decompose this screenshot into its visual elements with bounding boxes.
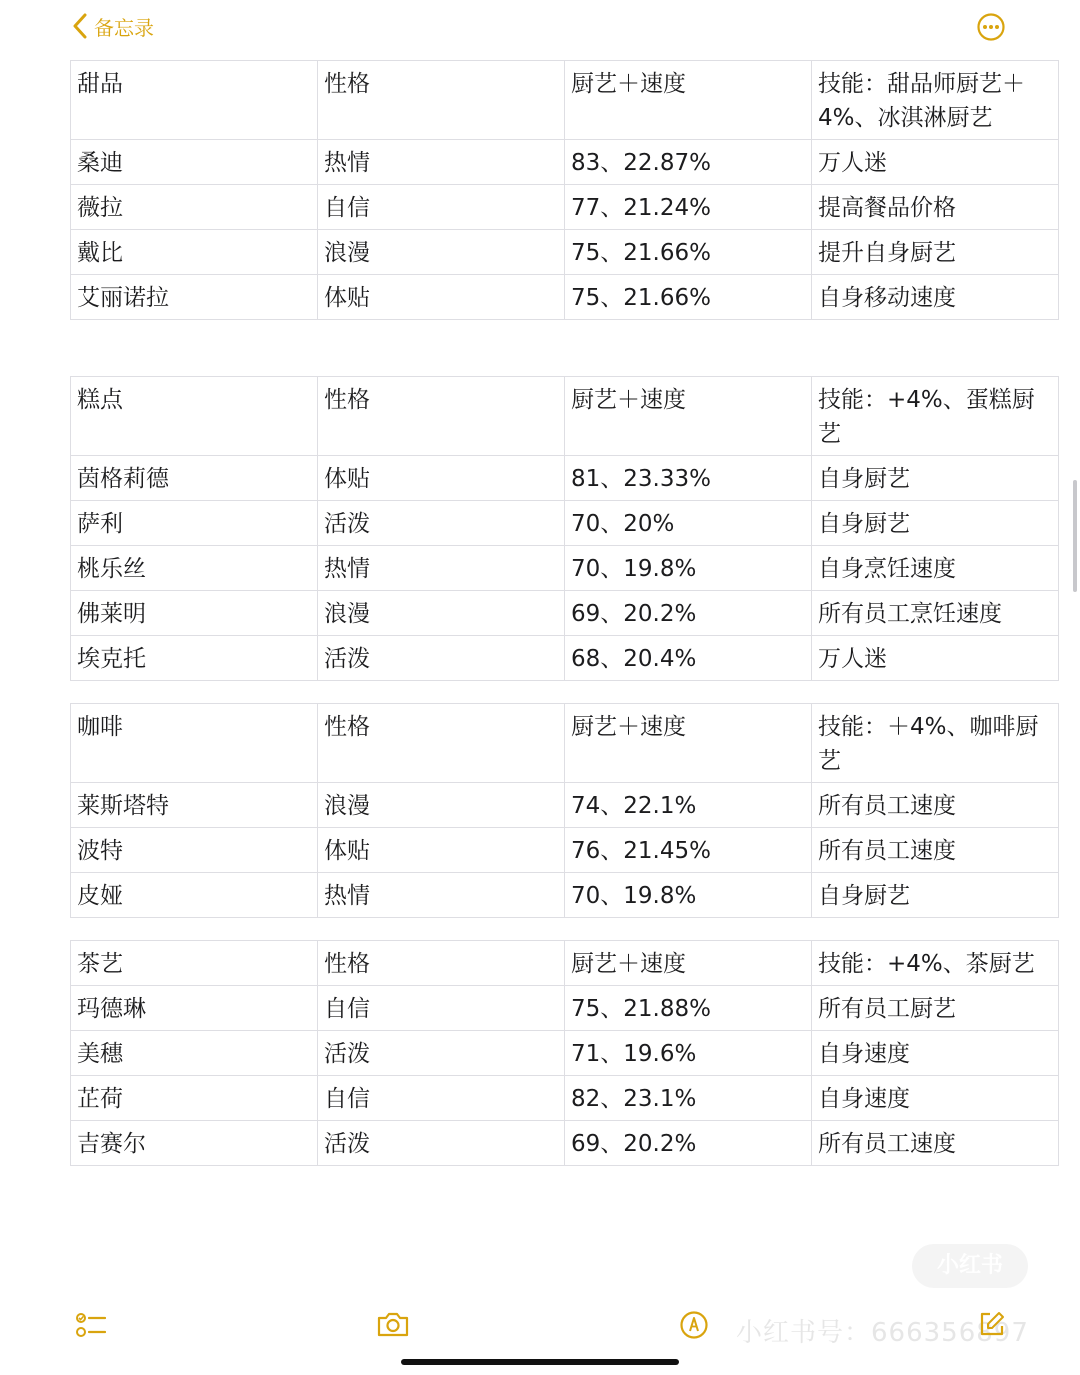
- table-cell: 万人迷: [812, 140, 1059, 185]
- table-cell: 自身速度: [812, 1076, 1059, 1121]
- camera-button[interactable]: [376, 1310, 410, 1342]
- header-cell: 厨艺＋速度: [565, 377, 812, 456]
- table-cell: 活泼: [318, 1121, 565, 1166]
- table-cell: 桑迪: [71, 140, 318, 185]
- table-cell: 自身烹饪速度: [812, 546, 1059, 591]
- table-cell: 波特: [71, 828, 318, 873]
- table-cell: 自身厨艺: [812, 873, 1059, 918]
- ellipsis-circle-icon: [976, 27, 1006, 46]
- table-cell: 体贴: [318, 456, 565, 501]
- table-cell: 玛德琳: [71, 986, 318, 1031]
- table-cell: 美穗: [71, 1031, 318, 1076]
- table-cell: 69、20.2%: [565, 591, 812, 636]
- table-cell: 莱斯塔特: [71, 783, 318, 828]
- table-cell: 浪漫: [318, 783, 565, 828]
- header-cell: 甜品: [71, 61, 318, 140]
- table-cell: 68、20.4%: [565, 636, 812, 681]
- table-header-row: [71, 61, 1059, 140]
- table-cell: 76、21.45%: [565, 828, 812, 873]
- table-cell: 佛莱明: [71, 591, 318, 636]
- table-header-row: [71, 704, 1059, 783]
- table-cell: 活泼: [318, 636, 565, 681]
- table-cell: 所有员工速度: [812, 783, 1059, 828]
- table-cell: 所有员工烹饪速度: [812, 591, 1059, 636]
- table-cell: 薇拉: [71, 185, 318, 230]
- table-cell: 皮娅: [71, 873, 318, 918]
- table-cell: 75、21.66%: [565, 230, 812, 275]
- note-body[interactable]: [70, 60, 1039, 1166]
- coffee-table: [70, 703, 1059, 918]
- scroll-indicator[interactable]: [1073, 480, 1077, 592]
- header-cell: 技能：甜品师厨艺＋4%、冰淇淋厨艺: [812, 61, 1059, 140]
- table-row: [71, 1076, 1059, 1121]
- dessert-table: [70, 60, 1059, 320]
- table-row: [71, 1031, 1059, 1076]
- table-cell: 万人迷: [812, 636, 1059, 681]
- header-cell: 性格: [318, 704, 565, 783]
- checklist-button[interactable]: [76, 1312, 106, 1344]
- table-gap: [70, 681, 1010, 703]
- table-row: [71, 275, 1059, 320]
- table-gap: [70, 918, 1010, 940]
- table-cell: 体贴: [318, 828, 565, 873]
- table-cell: 自身厨艺: [812, 456, 1059, 501]
- blank-line: [70, 320, 1010, 376]
- compose-button[interactable]: [978, 1310, 1006, 1342]
- header-cell: 性格: [318, 61, 565, 140]
- table-cell: 萨利: [71, 501, 318, 546]
- table-cell: 自身速度: [812, 1031, 1059, 1076]
- header-cell: 性格: [318, 377, 565, 456]
- header-cell: 咖啡: [71, 704, 318, 783]
- table-cell: 芷荷: [71, 1076, 318, 1121]
- table-cell: 69、20.2%: [565, 1121, 812, 1166]
- table-cell: 艾丽诺拉: [71, 275, 318, 320]
- pastry-table: [70, 376, 1059, 681]
- back-button[interactable]: [72, 10, 154, 42]
- table-row: [71, 828, 1059, 873]
- header-cell: 性格: [318, 941, 565, 986]
- table-cell: 自信: [318, 986, 565, 1031]
- table-cell: 吉赛尔: [71, 1121, 318, 1166]
- camera-icon: [376, 1323, 410, 1342]
- table-cell: 自信: [318, 185, 565, 230]
- table-cell: 埃克托: [71, 636, 318, 681]
- header-cell: 茶艺: [71, 941, 318, 986]
- table-row: [71, 1121, 1059, 1166]
- header-cell: 技能：＋4%、咖啡厨艺: [812, 704, 1059, 783]
- table-cell: 热情: [318, 140, 565, 185]
- table-cell: 70、19.8%: [565, 546, 812, 591]
- table-cell: 74、22.1%: [565, 783, 812, 828]
- table-cell: 提高餐品价格: [812, 185, 1059, 230]
- table-row: [71, 140, 1059, 185]
- table-cell: 71、19.6%: [565, 1031, 812, 1076]
- checklist-icon: [76, 1325, 106, 1344]
- table-cell: 桃乐丝: [71, 546, 318, 591]
- table-row: [71, 546, 1059, 591]
- navigation-bar: [0, 0, 1080, 56]
- table-cell: 戴比: [71, 230, 318, 275]
- table-cell: 活泼: [318, 501, 565, 546]
- table-cell: 提升自身厨艺: [812, 230, 1059, 275]
- header-cell: 厨艺＋速度: [565, 61, 812, 140]
- table-cell: 75、21.66%: [565, 275, 812, 320]
- table-cell: 所有员工速度: [812, 828, 1059, 873]
- bottom-toolbar: [0, 1300, 1080, 1360]
- table-row: [71, 986, 1059, 1031]
- table-cell: 70、19.8%: [565, 873, 812, 918]
- table-row: [71, 873, 1059, 918]
- home-indicator[interactable]: [401, 1359, 679, 1365]
- header-cell: 糕点: [71, 377, 318, 456]
- table-row: [71, 456, 1059, 501]
- table-cell: 活泼: [318, 1031, 565, 1076]
- table-cell: 自信: [318, 1076, 565, 1121]
- table-row: [71, 501, 1059, 546]
- watermark-logo: 小红书: [912, 1244, 1028, 1288]
- table-header-row: [71, 941, 1059, 986]
- table-cell: 所有员工厨艺: [812, 986, 1059, 1031]
- table-cell: 75、21.88%: [565, 986, 812, 1031]
- table-row: [71, 185, 1059, 230]
- tea-table: [70, 940, 1059, 1166]
- header-cell: 厨艺＋速度: [565, 941, 812, 986]
- chevron-left-icon: [72, 13, 88, 39]
- table-cell: 自身移动速度: [812, 275, 1059, 320]
- more-button[interactable]: [976, 12, 1006, 42]
- table-cell: 自身厨艺: [812, 501, 1059, 546]
- back-label: 备忘录: [94, 15, 154, 40]
- table-cell: 体贴: [318, 275, 565, 320]
- table-cell: 茵格莉德: [71, 456, 318, 501]
- table-cell: 70、20%: [565, 501, 812, 546]
- table-row: [71, 783, 1059, 828]
- header-cell: 技能：+4%、蛋糕厨艺: [812, 377, 1059, 456]
- table-cell: 83、22.87%: [565, 140, 812, 185]
- watermark-text: 小红书号：666356897: [736, 1318, 1029, 1348]
- table-row: [71, 230, 1059, 275]
- markup-pen-icon: [679, 1325, 709, 1344]
- table-cell: 热情: [318, 546, 565, 591]
- table-cell: 81、23.33%: [565, 456, 812, 501]
- table-cell: 热情: [318, 873, 565, 918]
- table-cell: 浪漫: [318, 591, 565, 636]
- markup-button[interactable]: [679, 1310, 709, 1344]
- table-header-row: [71, 377, 1059, 456]
- table-cell: 浪漫: [318, 230, 565, 275]
- table-row: [71, 636, 1059, 681]
- compose-icon: [978, 1323, 1006, 1342]
- header-cell: 厨艺＋速度: [565, 704, 812, 783]
- header-cell: 技能：+4%、茶厨艺: [812, 941, 1059, 986]
- table-cell: 82、23.1%: [565, 1076, 812, 1121]
- table-cell: 77、21.24%: [565, 185, 812, 230]
- table-cell: 所有员工速度: [812, 1121, 1059, 1166]
- table-row: [71, 591, 1059, 636]
